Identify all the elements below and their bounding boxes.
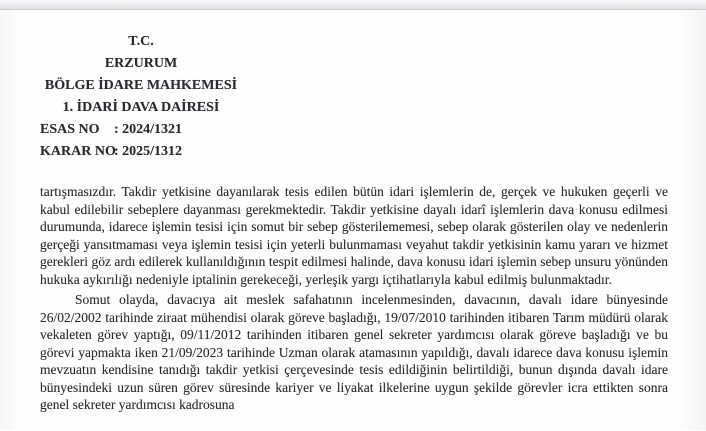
karar-no-value: : 2025/1312 (114, 144, 183, 159)
viewer-top-bar (0, 0, 706, 10)
document-page (0, 10, 706, 430)
header-tc-line: T.C. (128, 34, 154, 49)
esas-no-row (40, 119, 242, 141)
body-paragraph-1: tartışmasızdır. Takdir yetkisine dayanılarak tesis edilen bütün idari işlemlerin de, gerçek ve hukuken geçerli ve kabul edilebilir sebeplere dayanması gerekmektedir. Takdir yetkisine dayalı idarî işlemlerin dava konusu edilmesi durumunda, idarece işlemin tesisi için somut bir sebep gösterilememesi, sebep olarak gösterilen olay ve nedenlerin gerçeği yansıtmaması veya işlemin tesisi için yeterli bulunmaması veyahut takdir yetkisinin kamu yararı ve hizmet gerekleri göz ardı edilerek kullanıldığının tespit edilmesi halinde, dava konusu idari işlemin sebep unsuru yönünden hukuka aykırılığı nedeniyle iptalinin gerekeceği, yerleşik yargı içtihatlarıyla kabul edilmiş bulunmaktadır. (40, 184, 668, 287)
header-city-line: ERZURUM (104, 56, 178, 71)
esas-no-value: : 2024/1321 (114, 122, 183, 137)
karar-no-row (40, 141, 242, 163)
court-header (40, 31, 242, 163)
decision-body-text (40, 183, 668, 414)
header-court-name-line: BÖLGE İDARE MAHKEMESİ (44, 78, 238, 93)
header-chamber-line: 1. İDARİ DAVA DAİRESİ (62, 100, 220, 115)
body-paragraph-2: Somut olayda, davacıya ait meslek safahatının incelenmesinden, davacının, davalı idare bünyesinde 26/02/2002 tarihinde ziraat mühendisi olarak göreve başladığı, 19/07/2010 tarihinden itibaren Tarım müdürü olarak vekaleten görev yaptığı, 09/11/2012 tarihinden itibaren genel sekreter yardımcısı olarak göreve başladığı ve bu görevi yapmakta iken 21/09/2023 tarihinde Uzman olarak atamasının yapıldığı, davalı idarece dava konusu işlemin mevzuatın kendisine tanıdığı takdir yetkisi çerçevesinde tesis edildiğinin belirtildiği, bunun dışında davalı idare bünyesindeki uzun süren görev süresinde kariyer ve liyakat ilkelerine uygun şekilde görevler icra ettikten sonra genel sekreter yardımcısı kadrosuna (40, 292, 668, 412)
karar-no-label: KARAR NO (40, 144, 116, 159)
esas-no-label: ESAS NO (40, 122, 100, 137)
